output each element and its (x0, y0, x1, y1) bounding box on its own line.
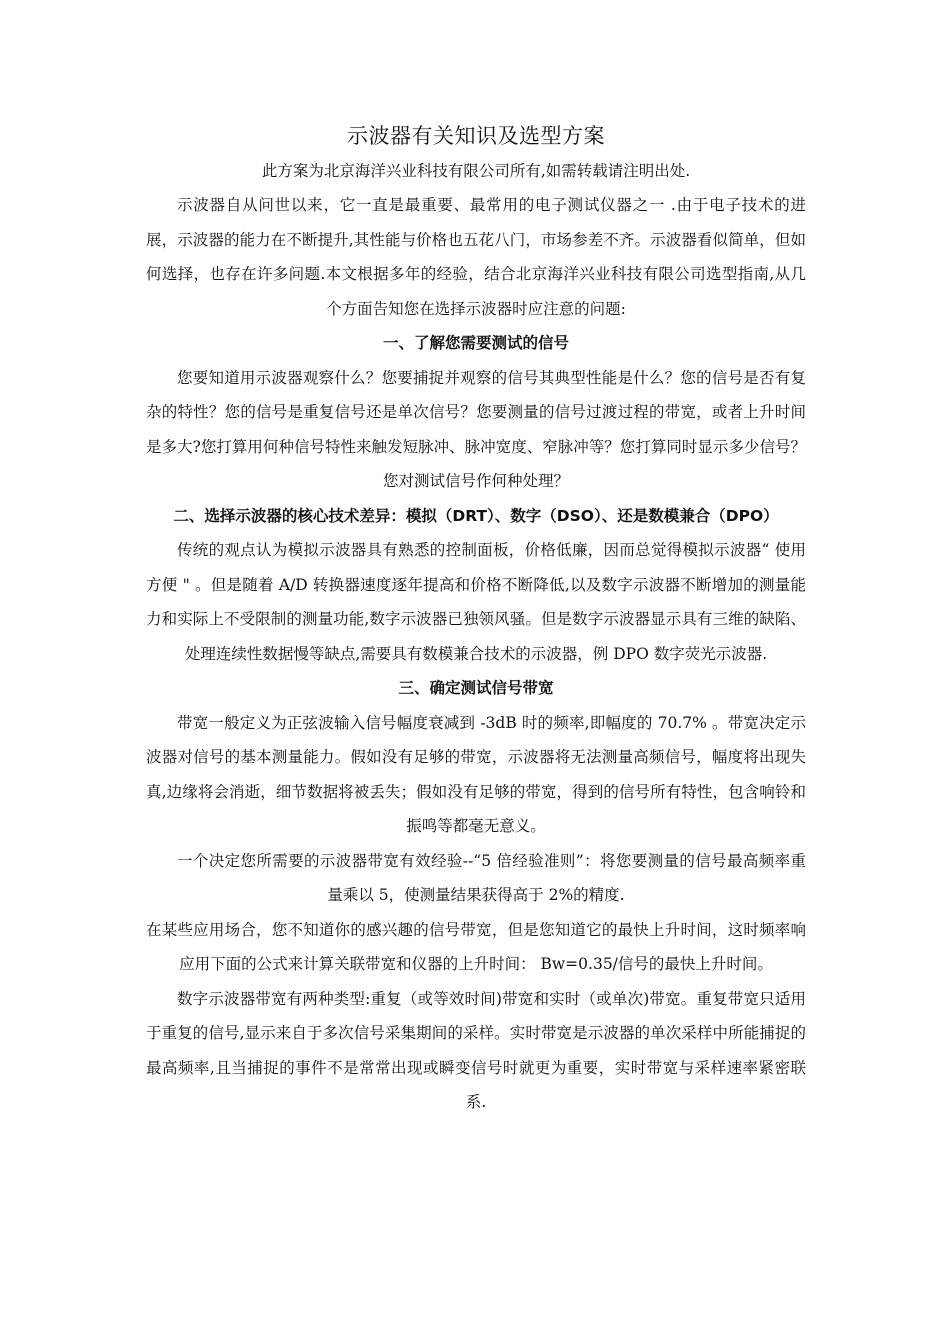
document-page (146, 118, 806, 1120)
document-title: 示波器有关知识及选型方案 (347, 124, 605, 148)
intro-paragraph: 示波器自从问世以来，它一直是最重要、最常用的电子测试仪器之一 .由于电子技术的进展，示波器的能力在不断提升,其性能与价格也五花八门，市场参差不齐。示波器看似简单，但如何选择，也存在许多问题.本文根据多年的经验，结合北京海洋兴业科技有限公司选型指南,从几个方面告知您在选择示波器时应注意的问题: (146, 196, 806, 318)
section-heading-2: 二、选择示波器的核心技术差异：模拟（DRT）、数字（DSO）、还是数模兼合（DPO） (173, 506, 779, 525)
section-heading-3: 三、确定测试信号带宽 (398, 679, 554, 697)
document-subtitle: 此方案为北京海洋兴业科技有限公司所有,如需转载请注明出处. (261, 162, 691, 180)
section-heading-1: 一、了解您需要测试的信号 (382, 334, 569, 352)
section-2-paragraph-1: 传统的观点认为模拟示波器具有熟悉的控制面板，价格低廉，因而总觉得模拟示波器“ 使用方便 " 。但是随着 A/D 转换器速度逐年提高和价格不断降低,以及数字示波器不断增加的测量能力和实际上不受限制的测量功能,数字示波器已独领风骚。但是数字示波器显示具有三维的缺陷、处理连续性数据慢等缺点,需要具有数模兼合技术的示波器，例 DPO 数字荧光示波器. (146, 541, 806, 663)
section-3-paragraph-3: 在某些应用场合，您不知道你的感兴趣的信号带宽，但是您知道它的最快上升时间，这时频率响应用下面的公式来计算关联带宽和仪器的上升时间： Bw=0.35/信号的最快上升时间。 (146, 920, 806, 973)
section-3-paragraph-4: 数字示波器带宽有两种类型:重复（或等效时间)带宽和实时（或单次)带宽。重复带宽只适用于重复的信号,显示来自于多次信号采集期间的采样。实时带宽是示波器的单次采样中所能捕捉的最高频率,且当捕捉的事件不是常常出现或瞬变信号时就更为重要，实时带宽与采样速率紧密联系. (146, 989, 806, 1111)
section-3-paragraph-1: 带宽一般定义为正弦波输入信号幅度衰减到 -3dB 时的频率,即幅度的 70.7% 。带宽决定示波器对信号的基本测量能力。假如没有足够的带宽，示波器将无法测量高频信号，幅度将出现失真,边缘将会消逝，细节数据将被丢失；假如没有足够的带宽，得到的信号所有特性，包含响铃和振鸣等都毫无意义。 (146, 713, 806, 835)
section-3-paragraph-2: 一个决定您所需要的示波器带宽有效经验--“5 倍经验准则”：将您要测量的信号最高频率重量乘以 5，使测量结果获得高于 2%的精度. (177, 851, 806, 904)
section-1-paragraph-1: 您要知道用示波器观察什么？您要捕捉并观察的信号其典型性能是什么？您的信号是否有复杂的特性？您的信号是重复信号还是单次信号？您要测量的信号过渡过程的带宽，或者上升时间是多大?您打算用何种信号特性来触发短脉冲、脉冲宽度、窄脉冲等？您打算同时显示多少信号？您对测试信号作何种处理？ (146, 368, 806, 490)
